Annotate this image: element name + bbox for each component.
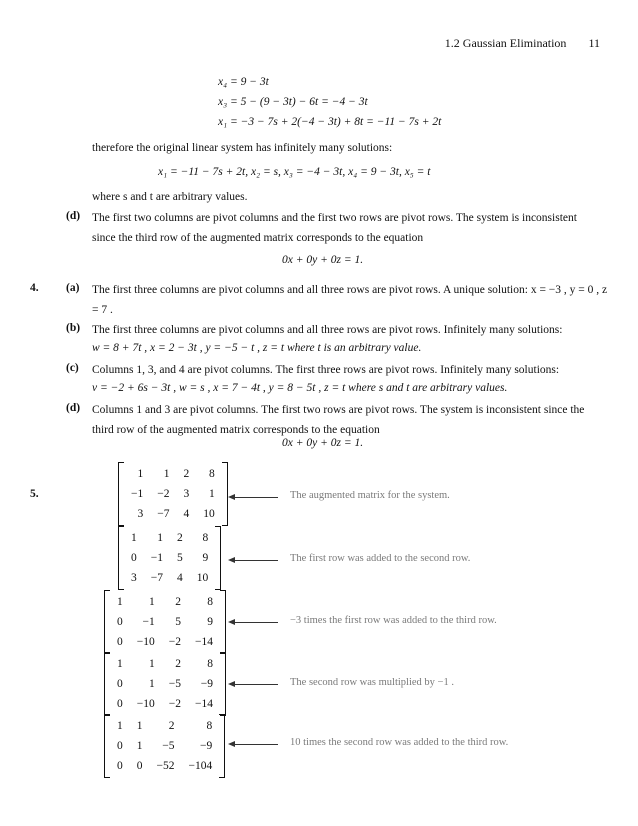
matrix-entry: 1 bbox=[137, 468, 144, 480]
matrix-entry: 1 bbox=[209, 488, 215, 500]
matrix-entry: 0 bbox=[117, 698, 123, 710]
matrix-entry: 1 bbox=[117, 596, 123, 608]
matrix-entry: 0 bbox=[136, 760, 143, 772]
equation-x4: x₄ = 9 − 3t bbox=[218, 76, 269, 88]
matrix-entry: 0 bbox=[131, 552, 137, 564]
matrix-row bbox=[127, 528, 212, 548]
part-3d-label: (d) bbox=[66, 210, 81, 222]
matrix-entry: −52 bbox=[156, 760, 175, 772]
matrix-entry: 5 bbox=[177, 552, 183, 564]
matrix-entry: 1 bbox=[117, 658, 123, 670]
matrix-entry: −104 bbox=[188, 760, 213, 772]
part-4a-text: The first three columns are pivot columns and all three rows are pivot rows. A unique solution: x = −3 , y = 0 , z = 7 . bbox=[92, 284, 608, 316]
matrix-entry: 1 bbox=[149, 658, 155, 670]
matrix-entry: 3 bbox=[183, 488, 190, 500]
matrix-entry: 1 bbox=[149, 678, 155, 690]
matrix-entry: 0 bbox=[117, 760, 123, 772]
matrix-entry: 9 bbox=[202, 552, 209, 564]
part-4b-solution: w = 8 + 7t , x = 2 − 3t , y = −5 − t , z = t where t is an arbitrary value. bbox=[92, 342, 422, 354]
note-step-3: −3 times the first row was added to the third row. bbox=[290, 615, 497, 626]
matrix-entry: 1 bbox=[131, 532, 137, 544]
matrix-step-1 bbox=[118, 462, 228, 526]
arrow-step-3 bbox=[234, 622, 278, 623]
matrix-entry: −9 bbox=[200, 678, 213, 690]
note-step-4: The second row was multiplied by −1 . bbox=[290, 677, 454, 688]
matrix-entry: 1 bbox=[136, 740, 143, 752]
matrix-entry: −7 bbox=[157, 508, 170, 520]
matrix-entry: −1 bbox=[142, 616, 155, 628]
matrix-entry: −14 bbox=[195, 636, 213, 648]
matrix-entry: −2 bbox=[168, 636, 181, 648]
matrix-step-5 bbox=[104, 714, 225, 778]
matrix-entry: 1 bbox=[157, 532, 163, 544]
matrix-entry: −10 bbox=[136, 698, 155, 710]
matrix-entry: 1 bbox=[117, 720, 123, 732]
note-step-2: The first row was added to the second row. bbox=[290, 553, 471, 564]
matrix-entry: 3 bbox=[131, 572, 137, 584]
matrix-entry: 4 bbox=[183, 508, 190, 520]
part-4c-text: Columns 1, 3, and 4 are pivot columns. The first three rows are pivot rows. Infinitely many solutions: bbox=[92, 364, 560, 376]
matrix-row bbox=[113, 756, 216, 776]
matrix-row bbox=[113, 674, 217, 694]
equation-x3: x₃ = 5 − (9 − 3t) − 6t = −4 − 3t bbox=[218, 96, 368, 108]
matrix-row bbox=[127, 568, 212, 588]
matrix-entry: 2 bbox=[168, 720, 175, 732]
matrix-entry: 2 bbox=[183, 468, 190, 480]
part-3d-text: The first two columns are pivot columns and the first two rows are pivot rows. The system is inconsistent since the third row of the augmented matrix corresponds to the equation bbox=[92, 212, 577, 244]
matrix-entry: −14 bbox=[195, 698, 213, 710]
matrix-entry: 8 bbox=[202, 532, 209, 544]
matrix-entry: 0 bbox=[117, 678, 123, 690]
part-4b-text: The first three columns are pivot columns and all three rows are pivot rows. Infinitely many solutions: bbox=[92, 324, 563, 336]
matrix-entry: 0 bbox=[117, 616, 123, 628]
part-3d-equation: 0x + 0y + 0z = 1. bbox=[282, 254, 364, 266]
part-4b-label: (b) bbox=[66, 322, 81, 334]
part-4c-solution: v = −2 + 6s − 3t , w = s , x = 7 − 4t , y = 8 − 5t , z = t where s and t are arbitrary values. bbox=[92, 382, 508, 394]
matrix-row bbox=[113, 632, 217, 652]
section-title: 1.2 Gaussian Elimination bbox=[444, 36, 567, 50]
matrix-row bbox=[127, 548, 212, 568]
matrix-row bbox=[113, 654, 217, 674]
matrix-row bbox=[127, 504, 219, 524]
matrix-entry: 1 bbox=[149, 596, 155, 608]
matrix-entry: 8 bbox=[206, 720, 213, 732]
matrix-entry: 1 bbox=[163, 468, 170, 480]
part-4d-label: (d) bbox=[66, 402, 81, 414]
matrix-entry: 2 bbox=[175, 658, 181, 670]
matrix-entry: 2 bbox=[177, 532, 183, 544]
page-number: 11 bbox=[588, 36, 600, 50]
matrix-entry: −7 bbox=[150, 572, 163, 584]
matrix-entry: −1 bbox=[150, 552, 163, 564]
matrix-entry: 10 bbox=[196, 572, 209, 584]
note-step-5: 10 times the second row was added to the third row. bbox=[290, 737, 509, 748]
matrix-entry: 3 bbox=[137, 508, 144, 520]
arrow-step-1 bbox=[234, 497, 278, 498]
matrix-row bbox=[113, 716, 216, 736]
matrix-entry: −1 bbox=[131, 488, 144, 500]
matrix-entry: 4 bbox=[177, 572, 183, 584]
matrix-entry: −2 bbox=[157, 488, 170, 500]
matrix-step-4 bbox=[104, 652, 226, 716]
matrix-entry: 8 bbox=[207, 596, 213, 608]
matrix-entry: −2 bbox=[168, 698, 181, 710]
arrow-step-2 bbox=[234, 560, 278, 561]
text-therefore: therefore the original linear system has infinitely many solutions: bbox=[92, 142, 393, 154]
part-4a-label: (a) bbox=[66, 282, 80, 294]
arrow-step-5 bbox=[234, 744, 278, 745]
matrix-row bbox=[127, 464, 219, 484]
part-4c-label: (c) bbox=[66, 362, 79, 374]
matrix-row bbox=[113, 694, 217, 714]
matrix-entry: 5 bbox=[175, 616, 181, 628]
matrix-entry: 10 bbox=[203, 508, 215, 520]
matrix-entry: 9 bbox=[207, 616, 213, 628]
matrix-entry: −9 bbox=[200, 740, 213, 752]
matrix-step-3 bbox=[104, 590, 226, 654]
matrix-entry: 0 bbox=[117, 636, 123, 648]
matrix-entry: 8 bbox=[209, 468, 215, 480]
matrix-step-2 bbox=[118, 526, 221, 590]
arrow-step-4 bbox=[234, 684, 278, 685]
problem-4-number: 4. bbox=[30, 282, 39, 294]
note-step-1: The augmented matrix for the system. bbox=[290, 490, 450, 501]
matrix-entry: −10 bbox=[136, 636, 155, 648]
part-4d-text: Columns 1 and 3 are pivot columns. The first two rows are pivot rows. The system is inconsistent since the third row of the augmented matrix corresponds to the equation bbox=[92, 404, 585, 436]
part-4d-equation: 0x + 0y + 0z = 1. bbox=[282, 437, 364, 449]
matrix-row bbox=[113, 612, 217, 632]
solution-line: x₁ = −11 − 7s + 2t, x₂ = s, x₃ = −4 − 3t, x₄ = 9 − 3t, x₅ = t bbox=[158, 166, 431, 178]
matrix-entry: 0 bbox=[117, 740, 123, 752]
matrix-entry: 8 bbox=[207, 658, 213, 670]
equation-x1: x₁ = −3 − 7s + 2(−4 − 3t) + 8t = −11 − 7s + 2t bbox=[218, 116, 442, 128]
matrix-entry: −5 bbox=[168, 678, 181, 690]
page-header bbox=[445, 36, 600, 51]
matrix-entry: 2 bbox=[175, 596, 181, 608]
matrix-row bbox=[113, 592, 217, 612]
problem-5-number: 5. bbox=[30, 488, 39, 500]
matrix-row bbox=[113, 736, 216, 756]
matrix-entry: −5 bbox=[162, 740, 175, 752]
matrix-entry: 1 bbox=[136, 720, 143, 732]
text-where: where s and t are arbitrary values. bbox=[92, 191, 248, 203]
matrix-row bbox=[127, 484, 219, 504]
